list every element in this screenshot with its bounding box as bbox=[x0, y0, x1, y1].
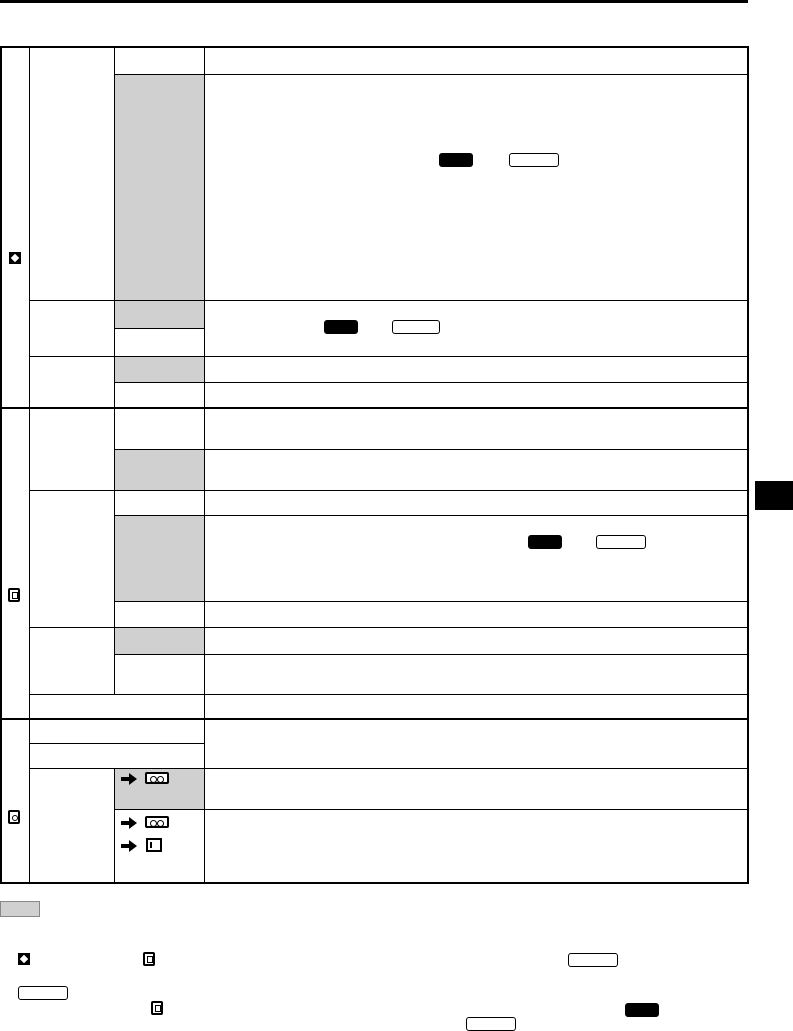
white-button-graphic bbox=[509, 153, 559, 167]
row-line bbox=[29, 743, 205, 744]
section-divider bbox=[0, 718, 749, 720]
row-line bbox=[114, 601, 749, 602]
row-line bbox=[29, 490, 749, 491]
row-line bbox=[114, 515, 749, 516]
table-border-left bbox=[0, 46, 2, 884]
column-line bbox=[114, 768, 115, 884]
default-cell bbox=[115, 515, 204, 601]
arrow-right-icon bbox=[121, 840, 137, 852]
default-cell bbox=[115, 74, 204, 300]
tape-icon bbox=[145, 772, 169, 784]
black-button-graphic bbox=[528, 535, 562, 549]
section-divider bbox=[0, 407, 749, 409]
row-line bbox=[29, 694, 749, 695]
card-icon bbox=[143, 952, 155, 966]
white-button-graphic bbox=[18, 986, 68, 1000]
arrow-right-icon bbox=[121, 817, 137, 829]
row-line bbox=[29, 627, 749, 628]
row-line bbox=[114, 449, 749, 450]
playback-icon bbox=[8, 810, 20, 824]
default-cell bbox=[115, 449, 204, 490]
black-button-graphic bbox=[439, 153, 473, 167]
row-line bbox=[29, 356, 749, 357]
column-line bbox=[204, 46, 205, 884]
white-button-graphic bbox=[568, 953, 618, 967]
black-button-graphic bbox=[625, 1003, 659, 1017]
camera-icon bbox=[9, 252, 21, 264]
column-line bbox=[114, 46, 115, 694]
default-cell bbox=[115, 356, 204, 382]
camera-icon bbox=[18, 953, 30, 965]
row-line bbox=[114, 328, 205, 329]
table-border-top bbox=[0, 46, 749, 48]
row-line bbox=[29, 768, 749, 769]
memory-card-icon bbox=[146, 838, 162, 852]
row-line bbox=[114, 382, 749, 383]
white-button-graphic bbox=[392, 320, 440, 334]
column-line bbox=[29, 46, 30, 884]
row-line bbox=[29, 300, 749, 301]
black-button-graphic bbox=[324, 320, 358, 334]
table-border-right bbox=[747, 46, 749, 884]
table-border-bottom bbox=[0, 882, 749, 884]
default-cell bbox=[115, 300, 204, 328]
card-icon bbox=[151, 1001, 163, 1015]
default-legend-swatch bbox=[0, 901, 40, 917]
row-line bbox=[114, 654, 749, 655]
arrow-right-icon bbox=[121, 773, 137, 785]
default-cell bbox=[115, 627, 204, 654]
row-line bbox=[114, 74, 749, 75]
tape-icon bbox=[145, 816, 169, 828]
white-button-graphic bbox=[596, 535, 646, 549]
white-button-graphic bbox=[466, 1017, 516, 1031]
row-line bbox=[114, 809, 749, 810]
card-icon bbox=[8, 588, 20, 602]
